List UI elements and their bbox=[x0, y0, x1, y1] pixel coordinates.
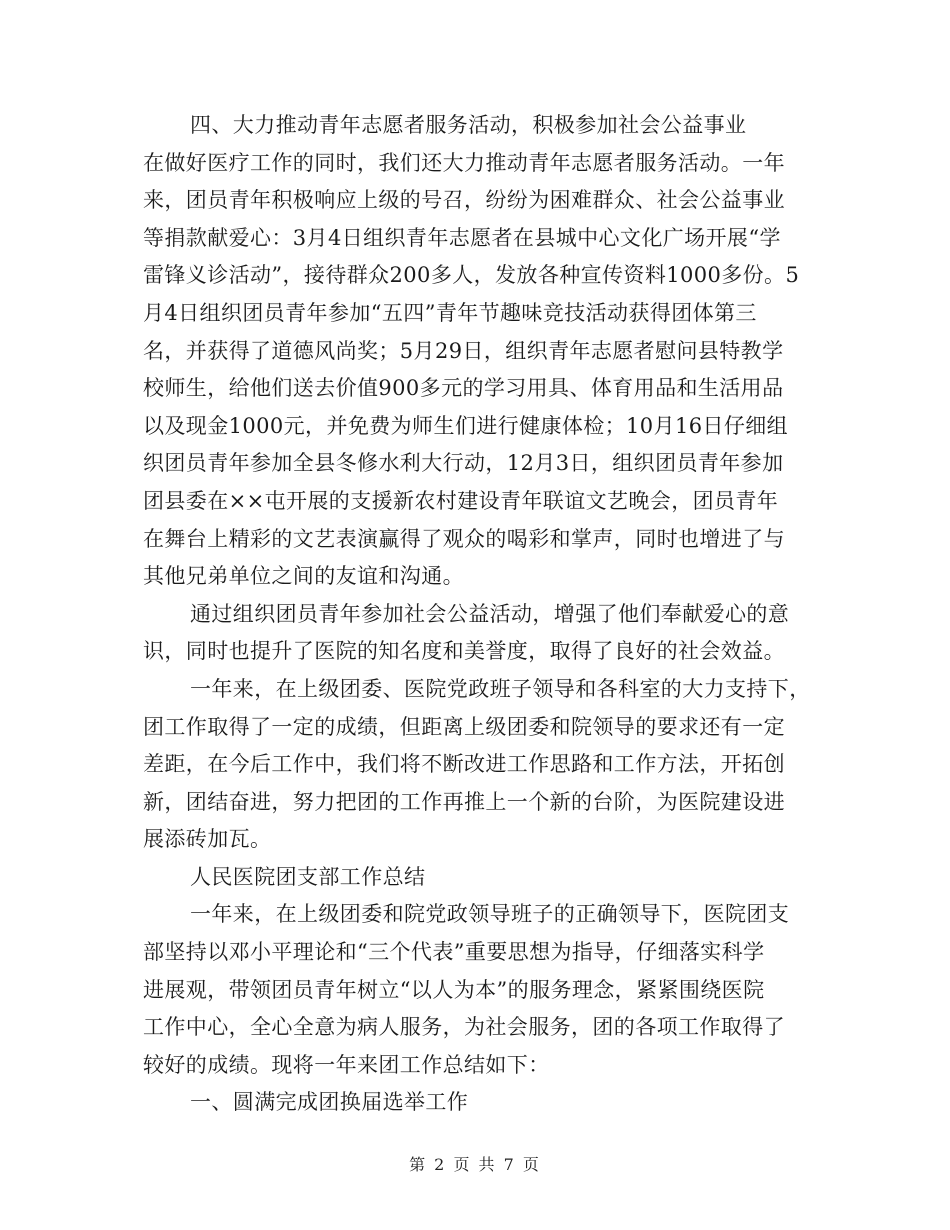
text-line: 通过组织团员青年参加社会公益活动，增强了他们奉献爱心的意 bbox=[190, 601, 790, 626]
text-line: 部坚持以邓小平理论和“三个代表”重要思想为指导，仔细落实科学 bbox=[143, 940, 765, 965]
text-line: 展添砖加瓦。 bbox=[143, 827, 272, 852]
text-line: 四、大力推动青年志愿者服务活动，积极参加社会公益事业 bbox=[190, 113, 747, 137]
text-line: 雷锋义诊活动”，接待群众200多人，发放各种宣传资料1000多份。5 bbox=[143, 263, 800, 288]
text-line: 名，并获得了道德风尚奖；5月29日，组织青年志愿者慰问县特教学 bbox=[143, 338, 784, 363]
text-line: 进展观，带领团员青年树立“以人为本”的服务理念，紧紧围绕医院 bbox=[143, 977, 765, 1002]
document-body bbox=[143, 107, 815, 1122]
text-line: 来，团员青年积极响应上级的号召，纷纷为困难群众、社会公益事业 bbox=[143, 188, 785, 213]
text-line: 差距，在今后工作中，我们将不断改进工作思路和工作方法，开拓创 bbox=[143, 752, 785, 777]
text-line: 以及现金1000元，并免费为师生们进行健康体检；10月16日仔细组 bbox=[143, 413, 789, 438]
text-line: 较好的成绩。现将一年来团工作总结如下： bbox=[143, 1052, 550, 1077]
text-line: 新，团结奋进，努力把团的工作再推上一个新的台阶，为医院建设进 bbox=[143, 789, 785, 814]
text-line: 一、圆满完成团换届选举工作 bbox=[190, 1090, 469, 1115]
text-line: 在舞台上精彩的文艺表演赢得了观众的喝彩和掌声，同时也增进了与 bbox=[143, 526, 785, 551]
text-line: 其他兄弟单位之间的友谊和沟通。 bbox=[143, 564, 464, 589]
text-line: 校师生，给他们送去价值900多元的学习用具、体育用品和生活用品 bbox=[143, 376, 784, 401]
text-line: 工作中心，全心全意为病人服务，为社会服务，团的各项工作取得了 bbox=[143, 1015, 785, 1040]
text-line: 织团员青年参加全县冬修水利大行动，12月3日，组织团员青年参加 bbox=[143, 451, 784, 476]
text-line: 在做好医疗工作的同时，我们还大力推动青年志愿者服务活动。一年 bbox=[143, 150, 785, 175]
text-line: 人民医院团支部工作总结 bbox=[190, 864, 426, 889]
page-number: 第 2 页 共 7 页 bbox=[409, 1155, 541, 1174]
text-line: 识，同时也提升了医院的知名度和美誉度，取得了良好的社会效益。 bbox=[143, 639, 785, 664]
text-line: 一年来，在上级团委和院党政领导班子的正确领导下，医院团支 bbox=[190, 902, 790, 927]
text-line: 团工作取得了一定的成绩，但距离上级团委和院领导的要求还有一定 bbox=[143, 714, 785, 739]
text-line: 团县委在××屯开展的支援新农村建设青年联谊文艺晚会，团员青年 bbox=[143, 488, 779, 513]
text-line: 月4日组织团员青年参加“五四”青年节趣味竞技活动获得团体第三 bbox=[143, 300, 757, 325]
text-line: 等捐款献爱心：3月4日组织青年志愿者在县城中心文化广场开展“学 bbox=[143, 225, 781, 250]
text-line: 一年来，在上级团委、医院党政班子领导和各科室的大力支持下， bbox=[190, 676, 811, 701]
